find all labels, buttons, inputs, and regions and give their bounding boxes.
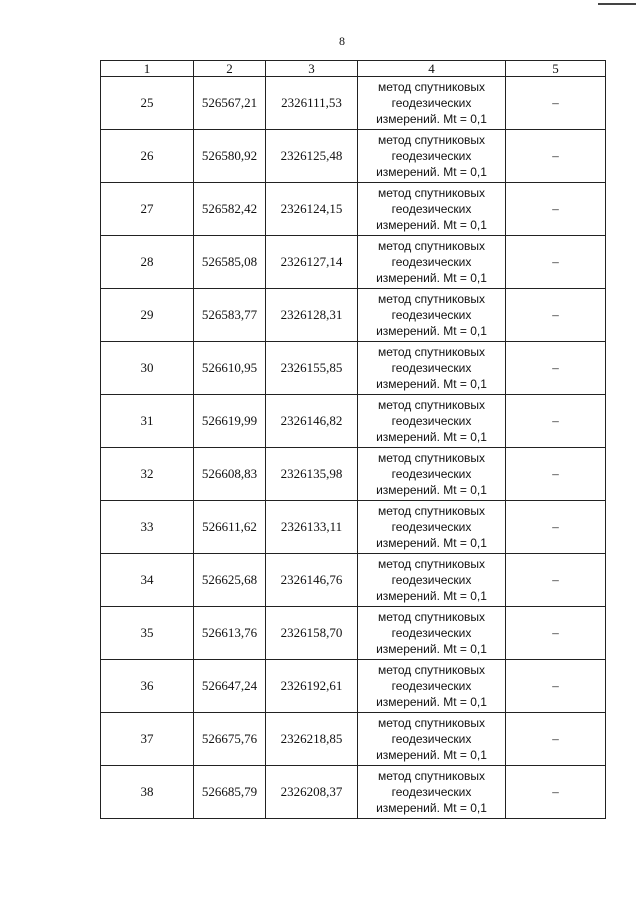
description-cell: –: [506, 713, 606, 766]
y-coordinate: 2326208,37: [266, 766, 358, 819]
method-cell: [358, 448, 506, 501]
method-text: измерений. Mt = 0,1: [376, 642, 487, 656]
method-cell: [358, 660, 506, 713]
point-number: 27: [101, 183, 194, 236]
method-text: метод спутниковых: [377, 133, 485, 147]
method-text: геодезических: [391, 308, 472, 322]
method-text: метод спутниковых: [377, 504, 485, 518]
method-text: измерений. Mt = 0,1: [376, 695, 487, 709]
description-cell: –: [506, 448, 606, 501]
method-text: метод спутниковых: [377, 239, 485, 253]
description-cell: –: [506, 395, 606, 448]
y-coordinate: 2326192,61: [266, 660, 358, 713]
table-row: [101, 660, 606, 713]
table-row: [101, 713, 606, 766]
point-number: 37: [101, 713, 194, 766]
method-text: метод спутниковых: [377, 398, 485, 412]
method-cell: [358, 183, 506, 236]
x-coordinate: 526675,76: [194, 713, 266, 766]
y-coordinate: 2326218,85: [266, 713, 358, 766]
table-row: [101, 130, 606, 183]
method-cell: [358, 607, 506, 660]
column-header: 2: [194, 61, 266, 77]
x-coordinate: 526583,77: [194, 289, 266, 342]
method-text: геодезических: [391, 414, 472, 428]
method-text: метод спутниковых: [377, 769, 485, 783]
method-text: геодезических: [391, 149, 472, 163]
method-text: измерений. Mt = 0,1: [376, 218, 487, 232]
method-text: метод спутниковых: [377, 345, 485, 359]
description-cell: –: [506, 660, 606, 713]
method-text: геодезических: [391, 96, 472, 110]
table-row: [101, 501, 606, 554]
method-text: геодезических: [391, 202, 472, 216]
method-text: геодезических: [391, 361, 472, 375]
point-number: 28: [101, 236, 194, 289]
table-row: [101, 448, 606, 501]
x-coordinate: 526582,42: [194, 183, 266, 236]
description-cell: –: [506, 130, 606, 183]
table-row: [101, 766, 606, 819]
column-header: 5: [506, 61, 606, 77]
description-cell: –: [506, 766, 606, 819]
y-coordinate: 2326124,15: [266, 183, 358, 236]
method-text: измерений. Mt = 0,1: [376, 165, 487, 179]
method-cell: [358, 395, 506, 448]
method-text: геодезических: [391, 732, 472, 746]
method-text: метод спутниковых: [377, 610, 485, 624]
method-text: геодезических: [391, 626, 472, 640]
method-text: геодезических: [391, 467, 472, 481]
point-number: 30: [101, 342, 194, 395]
method-text: метод спутниковых: [377, 80, 485, 94]
method-text: измерений. Mt = 0,1: [376, 324, 487, 338]
table-row: [101, 554, 606, 607]
x-coordinate: 526610,95: [194, 342, 266, 395]
method-text: метод спутниковых: [377, 292, 485, 306]
column-header: 1: [101, 61, 194, 77]
table-row: [101, 77, 606, 130]
table-body: [101, 77, 606, 819]
method-text: геодезических: [391, 255, 472, 269]
description-cell: –: [506, 554, 606, 607]
point-number: 31: [101, 395, 194, 448]
x-coordinate: 526580,92: [194, 130, 266, 183]
method-text: измерений. Mt = 0,1: [376, 430, 487, 444]
method-cell: [358, 766, 506, 819]
method-cell: [358, 554, 506, 607]
point-number: 32: [101, 448, 194, 501]
method-text: измерений. Mt = 0,1: [376, 801, 487, 815]
x-coordinate: 526567,21: [194, 77, 266, 130]
description-cell: –: [506, 607, 606, 660]
y-coordinate: 2326158,70: [266, 607, 358, 660]
x-coordinate: 526625,68: [194, 554, 266, 607]
method-text: измерений. Mt = 0,1: [376, 589, 487, 603]
x-coordinate: 526685,79: [194, 766, 266, 819]
point-number: 35: [101, 607, 194, 660]
method-text: метод спутниковых: [377, 663, 485, 677]
y-coordinate: 2326146,82: [266, 395, 358, 448]
x-coordinate: 526611,62: [194, 501, 266, 554]
method-text: геодезических: [391, 679, 472, 693]
page-number: 8: [339, 34, 345, 48]
table-row: [101, 607, 606, 660]
method-text: измерений. Mt = 0,1: [376, 112, 487, 126]
method-text: измерений. Mt = 0,1: [376, 377, 487, 391]
y-coordinate: 2326111,53: [266, 77, 358, 130]
table-row: [101, 342, 606, 395]
point-number: 33: [101, 501, 194, 554]
method-text: измерений. Mt = 0,1: [376, 748, 487, 762]
method-cell: [358, 236, 506, 289]
method-text: геодезических: [391, 520, 472, 534]
y-coordinate: 2326135,98: [266, 448, 358, 501]
y-coordinate: 2326128,31: [266, 289, 358, 342]
method-text: геодезических: [391, 785, 472, 799]
method-text: метод спутниковых: [377, 186, 485, 200]
description-cell: –: [506, 342, 606, 395]
description-cell: –: [506, 77, 606, 130]
description-cell: –: [506, 289, 606, 342]
column-header: 3: [266, 61, 358, 77]
table-row: [101, 289, 606, 342]
x-coordinate: 526608,83: [194, 448, 266, 501]
coordinates-table: [100, 60, 606, 819]
x-coordinate: 526585,08: [194, 236, 266, 289]
header-row: [101, 61, 606, 77]
method-text: метод спутниковых: [377, 557, 485, 571]
y-coordinate: 2326127,14: [266, 236, 358, 289]
x-coordinate: 526619,99: [194, 395, 266, 448]
method-cell: [358, 713, 506, 766]
point-number: 26: [101, 130, 194, 183]
x-coordinate: 526613,76: [194, 607, 266, 660]
point-number: 29: [101, 289, 194, 342]
method-text: метод спутниковых: [377, 716, 485, 730]
y-coordinate: 2326125,48: [266, 130, 358, 183]
column-header: 4: [358, 61, 506, 77]
y-coordinate: 2326155,85: [266, 342, 358, 395]
method-text: измерений. Mt = 0,1: [376, 483, 487, 497]
point-number: 34: [101, 554, 194, 607]
description-cell: –: [506, 183, 606, 236]
y-coordinate: 2326133,11: [266, 501, 358, 554]
method-cell: [358, 342, 506, 395]
point-number: 36: [101, 660, 194, 713]
method-text: геодезических: [391, 573, 472, 587]
description-cell: –: [506, 236, 606, 289]
description-cell: –: [506, 501, 606, 554]
point-number: 25: [101, 77, 194, 130]
x-coordinate: 526647,24: [194, 660, 266, 713]
method-cell: [358, 289, 506, 342]
method-cell: [358, 130, 506, 183]
table-row: [101, 395, 606, 448]
point-number: 38: [101, 766, 194, 819]
method-cell: [358, 77, 506, 130]
table-row: [101, 236, 606, 289]
method-text: измерений. Mt = 0,1: [376, 271, 487, 285]
table-row: [101, 183, 606, 236]
y-coordinate: 2326146,76: [266, 554, 358, 607]
method-cell: [358, 501, 506, 554]
corner-mark: [598, 3, 636, 5]
method-text: метод спутниковых: [377, 451, 485, 465]
method-text: измерений. Mt = 0,1: [376, 536, 487, 550]
